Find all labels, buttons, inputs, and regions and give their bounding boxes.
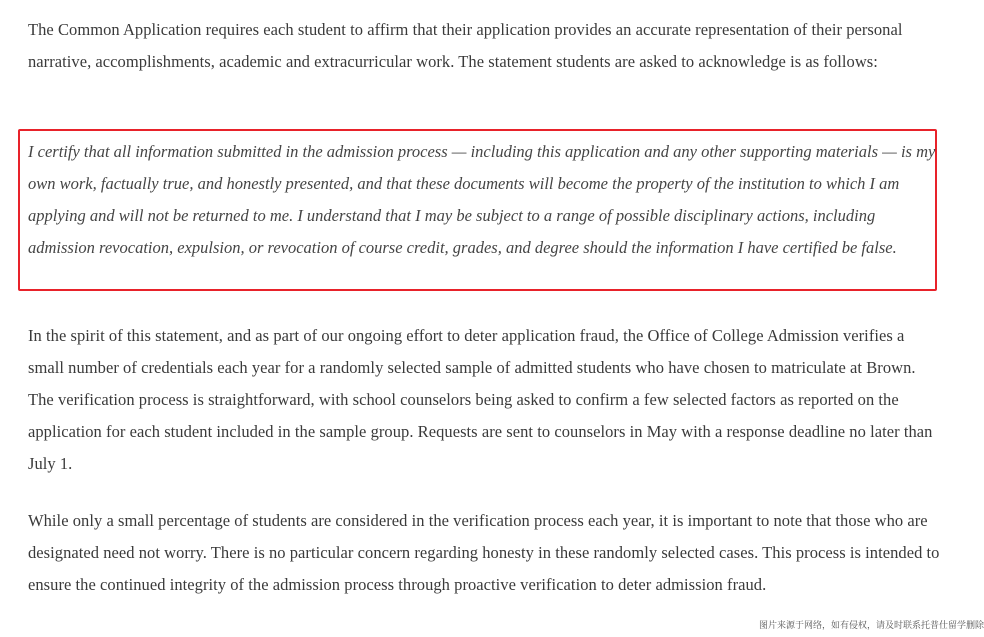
certification-quote: I certify that all information submitted in the admission process — including this application and any other supporting materials — is my own work, factually true, and honestly presented, and that these documents will become the property of the institution to which I am applying and will not be returned to me. I understand that I may be subject to a range of possible disciplinary actions, including admission revocation, expulsion, or revocation of course credit, grades, and degree should the information I have certified be false. bbox=[28, 142, 936, 257]
verification-paragraph: In the spirit of this statement, and as part of our ongoing effort to deter application fraud, the Office of College Admission verifies a small number of credentials each year for a randomly selected sample of admitted students who have chosen to matriculate at Brown. The verification process is straightforward, with school counselors being asked to confirm a few selected factors as reported on the application for each student included in the sample group. Requests are sent to counselors in May with a response deadline no later than July 1. bbox=[28, 326, 933, 473]
image-source-watermark: 图片来源于网络，如有侵权，请及时联系托普仕留学删除 bbox=[758, 621, 984, 631]
intro-section bbox=[28, 14, 940, 78]
intro-paragraph: The Common Application requires each student to affirm that their application provides an accurate representation of their personal narrative, accomplishments, academic and extracurricular work. The statement students are asked to acknowledge is as follows: bbox=[28, 20, 903, 71]
no-worry-paragraph: While only a small percentage of students are considered in the verification process each year, it is important to note that those who are designated need not worry. There is no particular concern regarding honesty in these randomly selected cases. This process is intended to ensure the continued integrity of the admission process through proactive verification to deter admission fraud. bbox=[28, 511, 940, 594]
